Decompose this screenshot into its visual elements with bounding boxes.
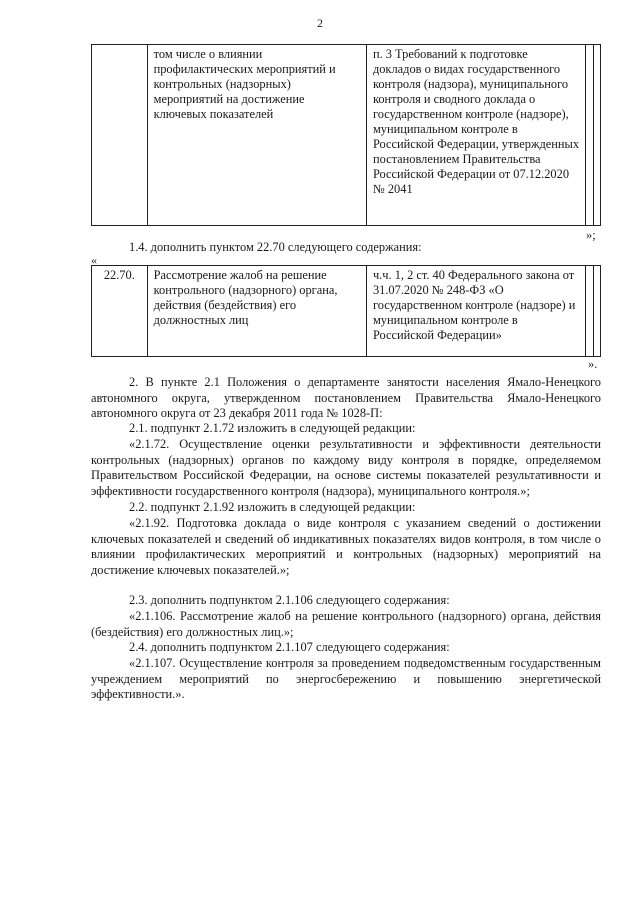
- paragraph-2: 2. В пункте 2.1 Положения о департаменте занятости населения Ямало-Ненецкого автономного округа, утвержденном постановлением Правительства Ямало-Ненецкого автономного округа от 23 декабря 2011 года № 1028-П:: [91, 375, 601, 421]
- description-cell: том числе о влиянии профилактических мероприятий и контрольных (надзорных) мероприятий на достижение ключевых показателей: [147, 45, 366, 226]
- number-cell: [92, 45, 148, 226]
- paragraph-2-4: 2.4. дополнить подпунктом 2.1.107 следующего содержания:: [129, 640, 450, 654]
- extra-cell-1: [586, 266, 593, 357]
- page-number: 2: [317, 16, 323, 30]
- item-name-cell: Рассмотрение жалоб на решение контрольного (надзорного) органа, действия (бездействия) его должностных лиц: [147, 266, 366, 357]
- item-basis-cell: ч.ч. 1, 2 ст. 40 Федерального закона от 31.07.2020 № 248-ФЗ «О государственном контроле (надзоре) и муниципальном контроле в Российской Федерации»: [366, 266, 585, 357]
- continuation-table: [91, 44, 601, 226]
- extra-cell-1: [586, 45, 593, 226]
- paragraph-2-2: 2.2. подпункт 2.1.92 изложить в следующей редакции:: [129, 500, 416, 514]
- table1-closing-quote: »;: [586, 228, 596, 242]
- opening-quote: «: [91, 253, 97, 267]
- addition-table: [91, 265, 601, 357]
- basis-cell: п. 3 Требований к подготовке докладов о видах государственного контроля (надзора), муниципального контроля и сводного доклада о государственном контроле (надзоре), муниципальном контроле в Российской Федерации, утвержденных постановлением Правительства Российской Федерации от 07.12.2020 № 2041: [366, 45, 585, 226]
- item-1-4: 1.4. дополнить пунктом 22.70 следующего содержания:: [129, 240, 422, 254]
- paragraph-2-2-text: «2.1.92. Подготовка доклада о виде контроля с указанием сведений о достижении ключевых показателей и сведений об индикативных показателях видов контроля, в том числе о влиянии профилактических мероприятий и контрольных (надзорных) мероприятий на достижение ключевых показателей.»;: [91, 516, 601, 577]
- paragraph-2-1-text: «2.1.72. Осуществление оценки результативности и эффективности деятельности контрольных (надзорных) органов по каждому виду контроля в порядке, определяемом Правительством Российской Федерации, на основе системы показателей результативности и эффективности государственного контроля (надзора), муниципального контроля.»;: [91, 437, 601, 498]
- table2-closing-quote: ».: [588, 357, 598, 371]
- item-number-cell: 22.70.: [92, 266, 148, 357]
- extra-cell-2: [593, 266, 600, 357]
- paragraph-2-1: 2.1. подпункт 2.1.72 изложить в следующей редакции:: [129, 421, 416, 435]
- extra-cell-2: [593, 45, 600, 226]
- paragraph-2-3: 2.3. дополнить подпунктом 2.1.106 следующего содержания:: [129, 593, 450, 607]
- paragraph-2-3-text: «2.1.106. Рассмотрение жалоб на решение контрольного (надзорного) органа, действия (бездействия) его должностных лиц.»;: [91, 609, 601, 639]
- paragraph-2-4-text: «2.1.107. Осуществление контроля за проведением подведомственным государственным учреждением мероприятий по энергосбережению и повышению энергетической эффективности.».: [91, 656, 601, 702]
